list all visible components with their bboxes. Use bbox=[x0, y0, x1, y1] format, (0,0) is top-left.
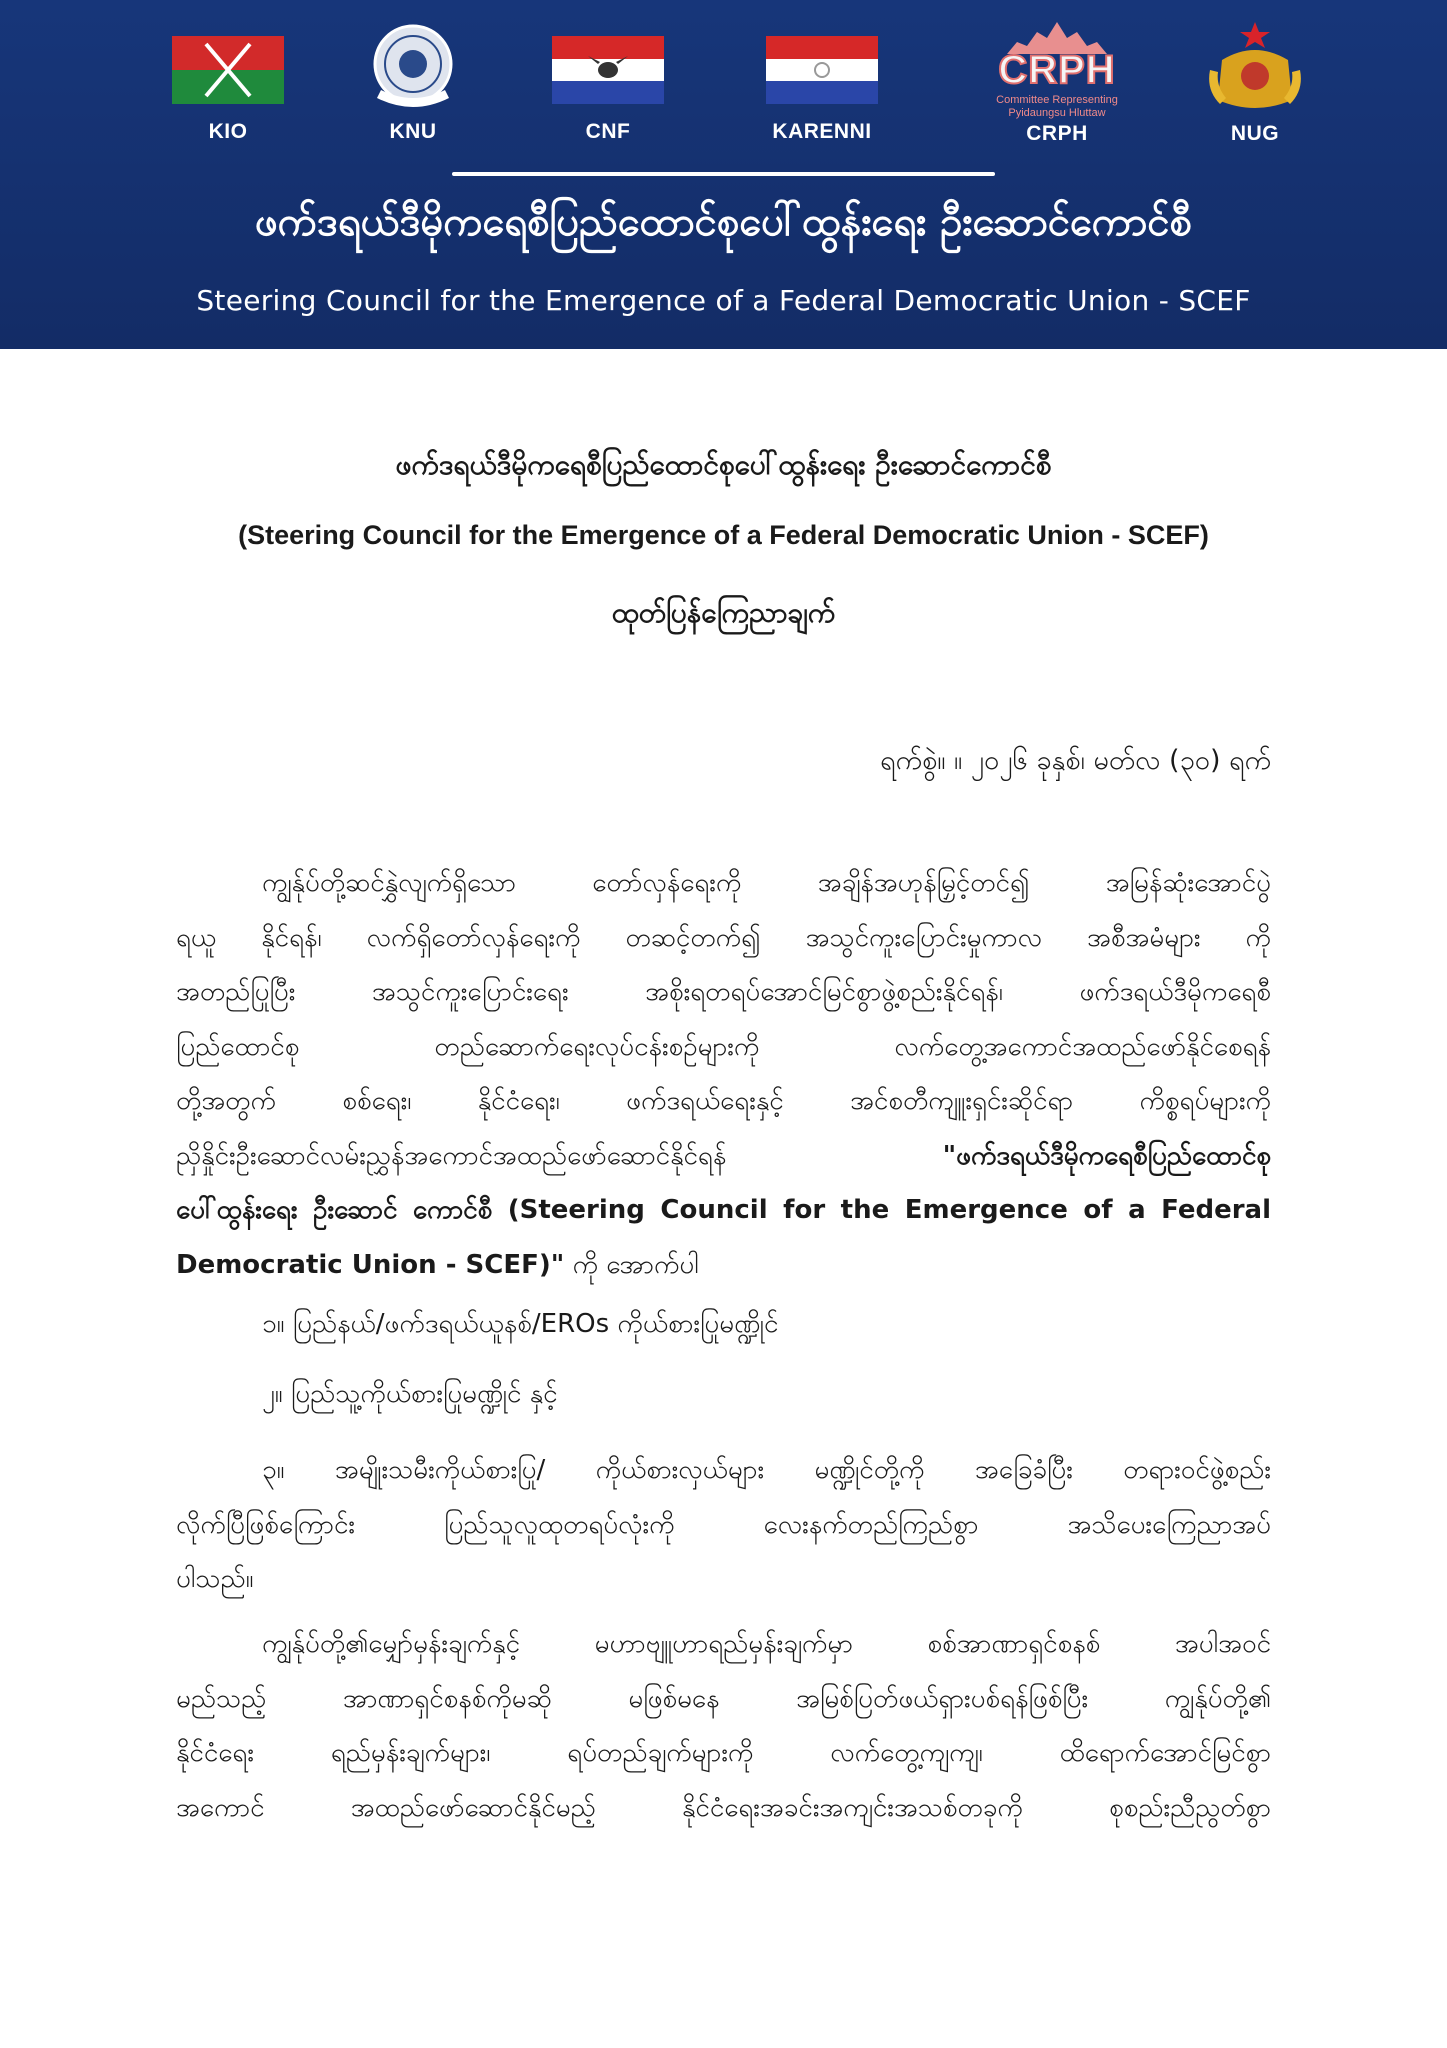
karenni-flag-icon bbox=[766, 36, 878, 104]
list-item-3 bbox=[176, 1443, 1271, 1607]
paragraph-line: နိုင်ငံရေး ရည်မှန်းချက်များ၊ ရပ်တည်ချက်များကို လက်တွေ့ကျကျ၊ ထိရောက်အောင်မြင်စွာ bbox=[176, 1738, 1271, 1768]
logo-kio bbox=[158, 18, 298, 148]
paragraph-2 bbox=[176, 1617, 1271, 1835]
logo-label-knu: KNU bbox=[389, 120, 437, 143]
header-divider bbox=[452, 172, 995, 176]
paragraph-line: တို့အတွက် စစ်ရေး၊ နိုင်ငံရေး၊ ဖက်ဒရယ်ရေးနှင့် အင်စတီကျူးရှင်းဆိုင်ရာ ကိစ္စရပ်များကို bbox=[176, 1086, 1271, 1116]
paragraph-line: ညှိနှိုင်းဦးဆောင်လမ်းညွှန်အကောင်အထည်ဖော်ဆောင်နိုင်ရန် "ဖက်ဒရယ်ဒီမိုကရေစီပြည်ထောင်စု bbox=[176, 1140, 1271, 1171]
paragraph-line: ပေါ်ထွန်းရေး ဦးဆောင် ကောင်စီ (Steering Council for the Emergence of a Federal bbox=[176, 1195, 1271, 1225]
paragraph-line: ပြည်ထောင်စု တည်ဆောက်ရေးလုပ်ငန်းစဉ်များကို လက်တွေ့အကောင်အထည်ဖော်နိုင်စေရန် bbox=[176, 1031, 1271, 1062]
crph-logo-icon: CRPH Committee Representing Pyidaungsu Hluttaw bbox=[977, 18, 1137, 138]
paragraph-line: Democratic Union - SCEF)" ကို အောက်ပါ bbox=[176, 1249, 699, 1280]
logo-label-kio: KIO bbox=[208, 120, 248, 143]
header-banner bbox=[0, 0, 1447, 349]
knu-emblem-icon bbox=[365, 20, 461, 116]
paragraph-1 bbox=[176, 856, 1271, 1292]
nug-emblem-icon bbox=[1200, 20, 1310, 116]
logo-label-cnf: CNF bbox=[585, 120, 631, 143]
paragraph-line: မည်သည့် အာဏာရှင်စနစ်ကိုမဆို မဖြစ်မနေ အမြစ်ပြတ်ဖယ်ရှားပစ်ရန်ဖြစ်ပြီး ကျွန်ုပ်တို့၏ bbox=[176, 1683, 1271, 1714]
logo-label-nug: NUG bbox=[1230, 122, 1280, 145]
logo-knu bbox=[343, 18, 483, 148]
document-heading: ထုတ်ပြန်ကြေညာချက် bbox=[611, 596, 836, 629]
paragraph-line: လိုက်ပြီဖြစ်ကြောင်း ပြည်သူလူထုတရပ်လုံးကို လေးနက်တည်ကြည်စွာ အသိပေးကြေညာအပ် bbox=[176, 1509, 1271, 1540]
logo-crph bbox=[977, 18, 1137, 148]
paragraph-line: ကျွန်ုပ်တို့ဆင်နွှဲလျက်ရှိသော တော်လှန်ရေးကို အချိန်အဟုန်မြှင့်တင်၍ အမြန်ဆုံးအောင်ပွဲ bbox=[262, 868, 1271, 898]
list-item: ၁။ ပြည်နယ်/ဖက်ဒရယ်ယူနစ်/EROs ကိုယ်စားပြုမဏ္ဍိုင် bbox=[262, 1309, 779, 1339]
document-title-my: ဖက်ဒရယ်ဒီမိုကရေစီပြည်ထောင်စုပေါ်ထွန်းရေး ဦးဆောင်ကောင်စီ bbox=[395, 448, 1052, 481]
cnf-flag-icon bbox=[552, 36, 664, 104]
paragraph-line: ပါသည်။ bbox=[176, 1564, 254, 1594]
banner-subtitle: Steering Council for the Emergence of a Federal Democratic Union - SCEF bbox=[196, 284, 1251, 317]
logo-label-karenni: KARENNI bbox=[772, 120, 872, 143]
document-date: ရက်စွဲ။ ။ ၂၀၂၆ ခုနှစ်၊ မတ်လ (၃၀) ရက် bbox=[880, 745, 1271, 776]
logo-karenni bbox=[752, 18, 892, 148]
logo-nug bbox=[1185, 18, 1325, 148]
paragraph-line: အကောင် အထည်ဖော်ဆောင်နိုင်မည့် နိုင်ငံရေးအခင်းအကျင်းအသစ်တခုကို စုစည်းညီညွတ်စွာ bbox=[176, 1792, 1271, 1823]
paragraph-line: အတည်ပြုပြီး အသွင်ကူးပြောင်းရေး အစိုးရတရပ်အောင်မြင်စွာဖွဲ့စည်းနိုင်ရန်၊ ဖက်ဒရယ်ဒီမိုကရေစီ bbox=[176, 977, 1271, 1007]
paragraph-line: ၃။ အမျိုးသမီးကိုယ်စားပြု/ ကိုယ်စားလှယ်များ မဏ္ဍိုင်တို့ကို အခြေခံပြီး တရားဝင်ဖွဲ့စည်း bbox=[262, 1455, 1271, 1485]
paragraph-line: ရယူ နိုင်ရန်၊ လက်ရှိတော်လှန်ရေးကို တဆင့်တက်၍ အသွင်ကူးပြောင်းမှုကာလ အစီအမံများ ကို bbox=[176, 922, 1271, 953]
document-title-en: (Steering Council for the Emergence of a Federal Democratic Union - SCEF) bbox=[238, 520, 1209, 550]
paragraph-line: ကျွန်ုပ်တို့၏မျှော်မှန်းချက်နှင့် မဟာဗျူဟာရည်မှန်းချက်မှာ စစ်အာဏာရှင်စနစ် အပါအဝင် bbox=[262, 1629, 1271, 1659]
banner-title: ဖက်ဒရယ်ဒီမိုကရေစီပြည်ထောင်စုပေါ်ထွန်းရေး ဦးဆောင်ကောင်စီ bbox=[254, 199, 1193, 245]
logo-row bbox=[0, 18, 1447, 148]
logo-cnf bbox=[538, 18, 678, 148]
list-item: ၂။ ပြည်သူ့ကိုယ်စားပြုမဏ္ဍိုင် နှင့် bbox=[262, 1379, 558, 1409]
kio-flag-icon bbox=[172, 36, 284, 104]
logo-label-crph: CRPH bbox=[1026, 122, 1088, 145]
